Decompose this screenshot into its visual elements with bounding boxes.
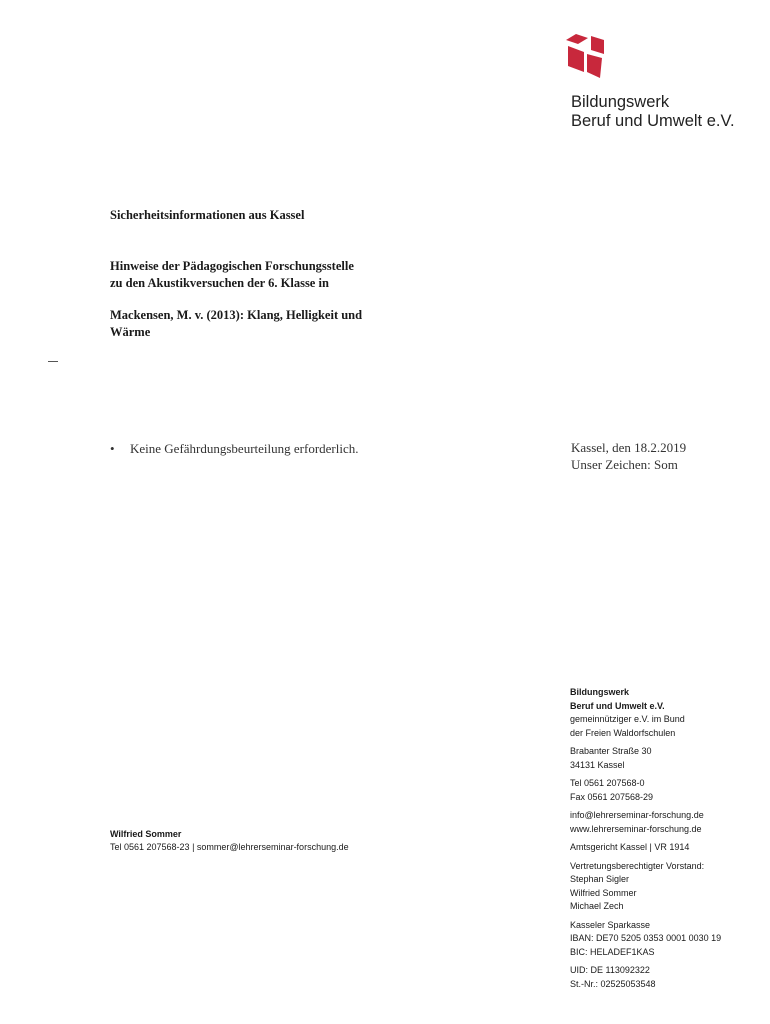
sidebar-desc-1: gemeinnütziger e.V. im Bund — [570, 714, 685, 724]
sidebar-board-member: Stephan Sigler — [570, 874, 630, 884]
date-line: Kassel, den 18.2.2019 — [571, 440, 687, 455]
signer-name: Wilfried Sommer — [110, 829, 182, 839]
sidebar-board-member: Michael Zech — [570, 901, 624, 911]
sidebar-uid: UID: DE 113092322 — [570, 965, 650, 975]
logo-line-1: Bildungswerk — [571, 93, 670, 111]
document-subject: Sicherheitsinformationen aus Kassel — [110, 208, 305, 222]
reference-sign: Unser Zeichen: Som — [571, 457, 678, 472]
sidebar-online — [570, 809, 760, 836]
reference-line-2: Wärme — [110, 325, 151, 339]
sidebar-bank — [570, 919, 760, 960]
logo-line-2: Beruf und Umwelt e.V. — [571, 112, 735, 130]
sidebar-org — [570, 686, 760, 740]
bullet-list — [110, 441, 359, 457]
sidebar-email: info@lehrerseminar-forschung.de — [570, 810, 704, 820]
organization-sidebar — [570, 686, 760, 996]
bildungswerk-logo-icon — [566, 32, 606, 80]
sidebar-tel: Tel 0561 207568-0 — [570, 778, 645, 788]
sidebar-board-title: Vertretungsberechtigter Vorstand: — [570, 860, 705, 871]
sidebar-court — [570, 841, 760, 855]
sidebar-stnr: St.-Nr.: 02525053548 — [570, 978, 656, 989]
signer-contact: Tel 0561 207568-23 | sommer@lehrerseminar-forschung.de — [110, 842, 349, 852]
fold-mark — [48, 361, 58, 362]
list-item-text: Keine Gefährdungsbeurteilung erforderlich. — [130, 441, 359, 456]
sidebar-board — [570, 860, 760, 914]
logo-wordmark — [571, 93, 735, 131]
reference-line-1: Mackensen, M. v. (2013): Klang, Helligkeit und — [110, 308, 363, 322]
sidebar-court-text: Amtsgericht Kassel | VR 1914 — [570, 842, 690, 852]
sidebar-city: 34131 Kassel — [570, 759, 625, 770]
sidebar-street: Brabanter Straße 30 — [570, 746, 652, 756]
sidebar-board-member: Wilfried Sommer — [570, 887, 637, 898]
sidebar-phone — [570, 777, 760, 804]
sidebar-address — [570, 745, 760, 772]
hinweise-heading — [110, 258, 354, 292]
sidebar-bic: BIC: HELADEF1KAS — [570, 946, 655, 957]
sidebar-tax — [570, 964, 760, 991]
sidebar-iban: IBAN: DE70 5205 0353 0001 0030 19 — [570, 933, 722, 943]
sidebar-fax: Fax 0561 207568-29 — [570, 791, 654, 802]
list-item — [110, 441, 359, 457]
hinweise-line-2: zu den Akustikversuchen der 6. Klasse in — [110, 276, 329, 290]
sidebar-org-line-1: Bildungswerk — [570, 687, 630, 697]
hinweise-line-1: Hinweise der Pädagogischen Forschungsstelle — [110, 259, 354, 273]
sidebar-web: www.lehrerseminar-forschung.de — [570, 823, 702, 834]
signature-block — [110, 828, 349, 854]
sidebar-org-line-2: Beruf und Umwelt e.V. — [570, 700, 665, 711]
literature-reference — [110, 307, 362, 341]
sidebar-bank-name: Kasseler Sparkasse — [570, 919, 651, 930]
date-block — [571, 439, 686, 473]
sidebar-desc-2: der Freien Waldorfschulen — [570, 727, 676, 738]
bullet-icon: • — [110, 441, 115, 456]
